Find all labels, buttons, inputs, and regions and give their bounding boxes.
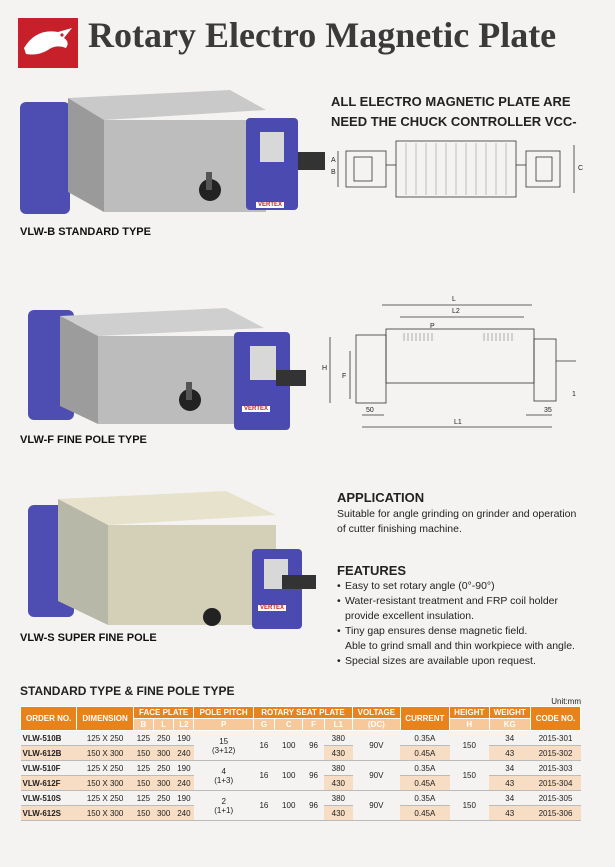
product-photo-vlw-b [20, 80, 325, 235]
header-dimension: DIMENSION [77, 707, 133, 731]
subheader-f: F [303, 719, 324, 731]
subheader-h: H [450, 719, 489, 731]
subheader-g: G [253, 719, 274, 731]
table-row: VLW-612S 150 X 300 150 300 240 430 0.45A 43 2015-306 [21, 806, 581, 821]
feature-item: • Easy to set rotary angle (0°-90°) [337, 580, 495, 592]
feature-item: • Tiny gap ensures dense magnetic field. Able to grind small and thin workpiece with angle. [337, 625, 575, 652]
pole-pitch-cell: 4 (1+3) [194, 761, 253, 791]
pole-pitch-cell: 15 (3+12) [194, 731, 253, 761]
dim-label-b: B [331, 169, 336, 176]
brand-label: VERTEX [244, 406, 269, 412]
feature-item: • Water-resistant treatment and FRP coil holder provide excellent insulation. [337, 595, 559, 622]
product-caption-vlw-b: VLW-B STANDARD TYPE [20, 226, 151, 238]
subheader-l2: L2 [174, 719, 194, 731]
header-order-no: ORDER NO. [21, 707, 77, 731]
pole-pitch-cell: 2 (1+1) [194, 791, 253, 821]
table-row: VLW-510B 125 X 250 125 250 190 15 (3+12) 16 100 96 380 90V 0.35A 150 34 2015-301 [21, 731, 581, 746]
spec-table [20, 706, 581, 821]
subheader-b: B [133, 719, 153, 731]
subheader-c: C [275, 719, 303, 731]
subheader-p: P [194, 719, 253, 731]
eagle-logo-icon [18, 18, 78, 68]
technical-drawing-side [300, 295, 600, 435]
page-title: Rotary Electro Magnetic Plate [88, 15, 557, 55]
product-caption-vlw-f: VLW-F FINE POLE TYPE [20, 434, 147, 446]
dim-label-p: P [430, 323, 435, 330]
dim-label-1: 1 [572, 391, 576, 398]
features-list [337, 579, 587, 669]
feature-item: • Special sizes are available upon request. [337, 655, 536, 667]
dim-label-50: 50 [366, 407, 374, 414]
dim-label-f: F [342, 373, 347, 380]
product-photo-vlw-f [20, 300, 328, 440]
subheader-l1: L1 [324, 719, 352, 731]
header-rotary-seat: ROTARY SEAT PLATE [253, 707, 352, 719]
dim-label-35: 35 [544, 407, 552, 414]
subheader-dc: (DC) [353, 719, 401, 731]
subheader-l: L [154, 719, 174, 731]
unit-label: Unit:mm [551, 697, 581, 706]
product-photo-vlw-s [20, 485, 325, 635]
table-row: VLW-612B 150 X 300 150 300 240 430 0.45A 43 2015-302 [21, 746, 581, 761]
controller-notice [331, 92, 577, 132]
table-row: VLW-510F 125 X 250 125 250 190 4 (1+3) 16 100 96 380 90V 0.35A 150 34 2015-303 [21, 761, 581, 776]
header-pole-pitch: POLE PITCH [194, 707, 253, 719]
subheader-kg: KG [489, 719, 530, 731]
header-code-no: CODE NO. [530, 707, 580, 731]
table-row: VLW-510S 125 X 250 125 250 190 2 (1+1) 16 100 96 380 90V 0.35A 150 34 2015-305 [21, 791, 581, 806]
application-line-1: Suitable for angle grinding on grinder and operation [337, 508, 577, 520]
dim-label-l1: L1 [454, 419, 462, 426]
dim-label-a: A [331, 157, 336, 164]
dim-label-c: C [578, 165, 584, 172]
product-caption-vlw-s: VLW-S SUPER FINE POLE [20, 632, 157, 644]
header-height: HEIGHT [450, 707, 489, 719]
technical-drawing-front [330, 135, 590, 205]
application-heading: APPLICATION [337, 490, 425, 505]
dim-label-l: L [452, 296, 456, 303]
application-text [337, 507, 587, 537]
header-face-plate: FACE PLATE [133, 707, 194, 719]
notice-line-1: ALL ELECTRO MAGNETIC PLATE ARE [331, 94, 571, 109]
header-weight: WEIGHT [489, 707, 530, 719]
table-title: STANDARD TYPE & FINE POLE TYPE [20, 684, 235, 698]
brand-label: VERTEX [258, 202, 283, 208]
brand-label: VERTEX [260, 605, 285, 611]
table-row: VLW-612F 150 X 300 150 300 240 430 0.45A 43 2015-304 [21, 776, 581, 791]
features-heading: FEATURES [337, 563, 407, 578]
notice-line-2: NEED THE CHUCK CONTROLLER VCC- [331, 114, 577, 129]
header-voltage: VOLTAGE [353, 707, 401, 719]
dim-label-h: H [322, 365, 328, 372]
header-current: CURRENT [400, 707, 449, 731]
application-line-2: of cutter finishing machine. [337, 523, 462, 535]
dim-label-l2: L2 [452, 308, 460, 315]
